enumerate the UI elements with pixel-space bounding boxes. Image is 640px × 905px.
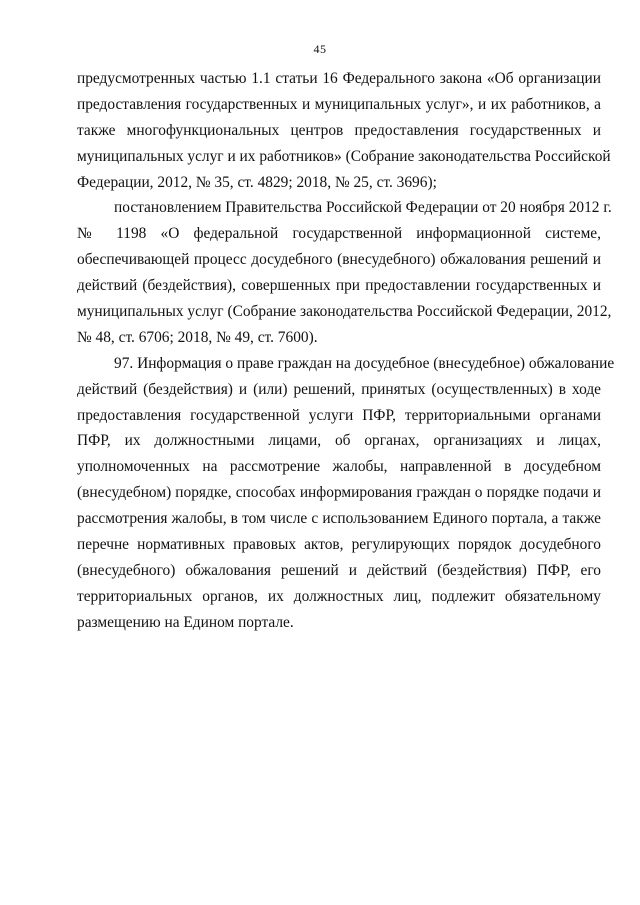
text-line: ПФР, их должностными лицами, об органах, организациях и лицах, bbox=[77, 432, 601, 450]
text-line: (внесудебном) порядке, способах информирования граждан о порядке подачи и bbox=[77, 484, 601, 502]
text-line: постановлением Правительства Российской Федерации от 20 ноября 2012 г. bbox=[114, 199, 612, 217]
text-line: № 1198 «О федеральной государственной информационной системе, bbox=[77, 225, 601, 243]
document-body bbox=[77, 66, 615, 636]
page-number: 45 bbox=[313, 42, 327, 56]
text-line: также многофункциональных центров предоставления государственных и bbox=[77, 121, 601, 139]
text-line: предусмотренных частью 1.1 статьи 16 Федерального закона «Об организации bbox=[77, 70, 601, 87]
text-line: рассмотрения жалобы, в том числе с использованием Единого портала, а также bbox=[77, 510, 601, 528]
text-line: действий (бездействия) и (или) решений, принятых (осуществленных) в ходе bbox=[77, 380, 601, 398]
text-line: предоставления государственной услуги ПФР, территориальными органами bbox=[77, 406, 601, 424]
text-line: (внесудебного) обжалования решений и действий (бездействия) ПФР, его bbox=[77, 561, 601, 579]
paragraph-p2 bbox=[77, 195, 612, 350]
text-line: обеспечивающей процесс досудебного (внесудебного) обжалования решений и bbox=[77, 251, 601, 269]
text-line: Федерации, 2012, № 35, ст. 4829; 2018, № 25, ст. 3696); bbox=[77, 173, 437, 191]
text-line: размещению на Едином портале. bbox=[77, 613, 294, 631]
text-line: уполномоченных на рассмотрение жалобы, направленной в досудебном bbox=[77, 458, 601, 476]
text-line: муниципальных услуг и их работников» (Собрание законодательства Российской bbox=[77, 147, 611, 165]
text-line: муниципальных услуг (Собрание законодательства Российской Федерации, 2012, bbox=[77, 303, 612, 321]
text-line: предоставления государственных и муниципальных услуг», и их работников, а bbox=[77, 95, 601, 113]
text-line: перечне нормативных правовых актов, регулирующих порядок досудебного bbox=[77, 536, 601, 554]
paragraph-p1 bbox=[77, 66, 611, 195]
text-line: действий (бездействия), совершенных при предоставлении государственных и bbox=[77, 277, 601, 295]
text-line: территориальных органов, их должностных лиц, подлежит обязательному bbox=[77, 587, 601, 605]
text-line: 97. Информация о праве граждан на досудебное (внесудебное) обжалование bbox=[114, 354, 615, 372]
paragraph-p3 bbox=[77, 351, 615, 636]
text-line: № 48, ст. 6706; 2018, № 49, ст. 7600). bbox=[77, 328, 318, 346]
